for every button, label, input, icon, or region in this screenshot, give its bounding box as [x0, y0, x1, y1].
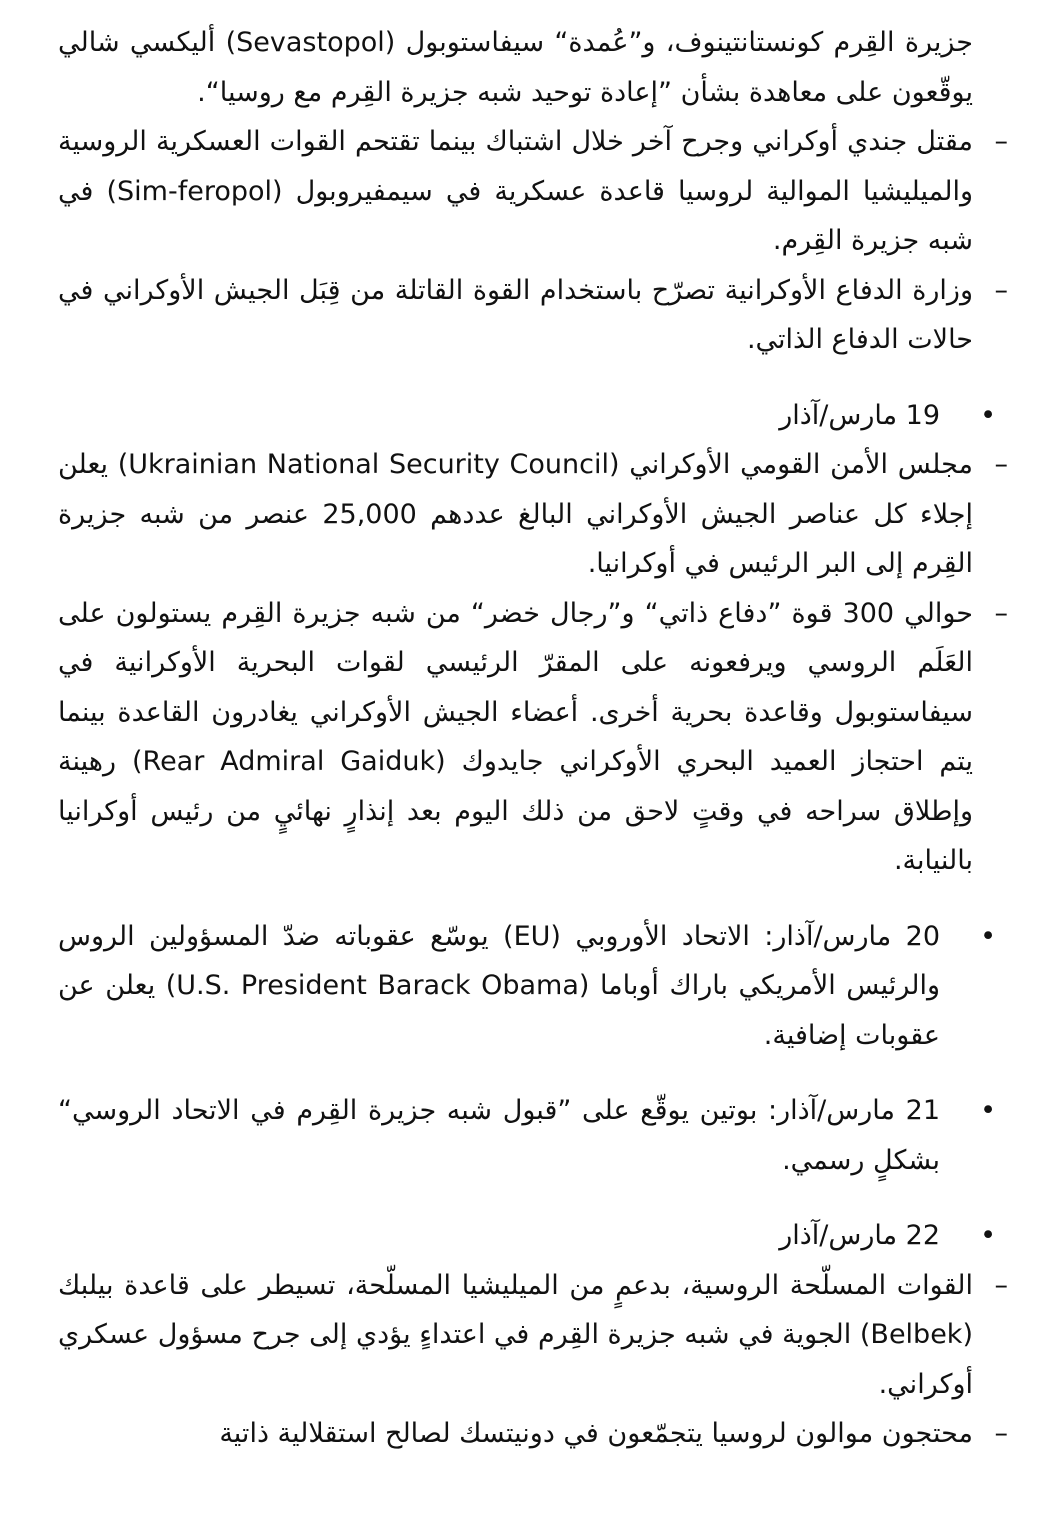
date-heading-march-22: • 22 مارس/آذار: [58, 1211, 1008, 1261]
date-entry-march-20: • 20 مارس/آذار: الاتحاد الأوروبي (EU) يوسّع عقوباته ضدّ المسؤولين الروس والرئيس الأمريكي باراك أوباما (U.S. President Barack Obama) يعلن عن عقوبات إضافية.: [58, 912, 1008, 1061]
date-heading-march-19: • 19 مارس/آذار: [58, 391, 1008, 441]
list-item-defense-ministry: – وزارة الدفاع الأوكرانية تصرّح باستخدام القوة القاتلة من قِبَل الجيش الأوكراني في حالات الدفاع الذاتي.: [58, 266, 1008, 365]
list-item-belbek-base: – القوات المسلّحة الروسية، بدعمٍ من الميليشيا المسلّحة، تسيطر على قاعدة بيلبك (Belbek) الجوية في شبه جزيرة القِرم في اعتداءٍ يؤدي إلى جرح مسؤول عسكري أوكراني.: [58, 1261, 1008, 1410]
list-item-soldier-killed: – مقتل جندي أوكراني وجرح آخر خلال اشتباك بينما تقتحم القوات العسكرية الروسية والميليشيا الموالية لروسيا قاعدة عسكرية في سيمفيروبول (Sim-feropol) في شبه جزيرة القِرم.: [58, 117, 1008, 266]
document-page: [58, 18, 1008, 1459]
list-item-donetsk-protest: – محتجون موالون لروسيا يتجمّعون في دونيتسك لصالح استقلالية ذاتية: [58, 1409, 1008, 1459]
list-item-security-council: – مجلس الأمن القومي الأوكراني (Ukrainian National Security Council) يعلن إجلاء كل عناصر الجيش الأوكراني البالغ عددهم 25,000 عنصر من شبه جزيرة القِرم إلى البر الرئيس في أوكرانيا.: [58, 440, 1008, 589]
intro-paragraph: جزيرة القِرم كونستانتينوف، و”عُمدة“ سيفاستوبول (Sevastopol) أليكسي شالي يوقّعون على معاهدة بشأن ”إعادة توحيد شبه جزيرة القِرم مع روسيا“.: [58, 27, 973, 108]
list-item-naval-hq: – حوالي 300 قوة ”دفاع ذاتي“ و”رجال خضر“ من شبه جزيرة القِرم يستولون على العَلَم الروسي ويرفعونه على المقرّ الرئيسي لقوات البحرية الأوكرانية في سيفاستوبول وقاعدة بحرية أخرى. أعضاء الجيش الأوكراني يغادرون القاعدة بينما يتم احتجاز العميد البحري الأوكراني جايدوك (Rear Admiral Gaiduk) رهينة وإطلاق سراحه في وقتٍ لاحق من ذلك اليوم بعد إنذارٍ نهائيٍ من رئيس أوكرانيا بالنيابة.: [58, 589, 1008, 886]
date-entry-march-21: • 21 مارس/آذار: بوتين يوقّع على ”قبول شبه جزيرة القِرم في الاتحاد الروسي“ بشكلٍ رسمي.: [58, 1086, 1008, 1185]
